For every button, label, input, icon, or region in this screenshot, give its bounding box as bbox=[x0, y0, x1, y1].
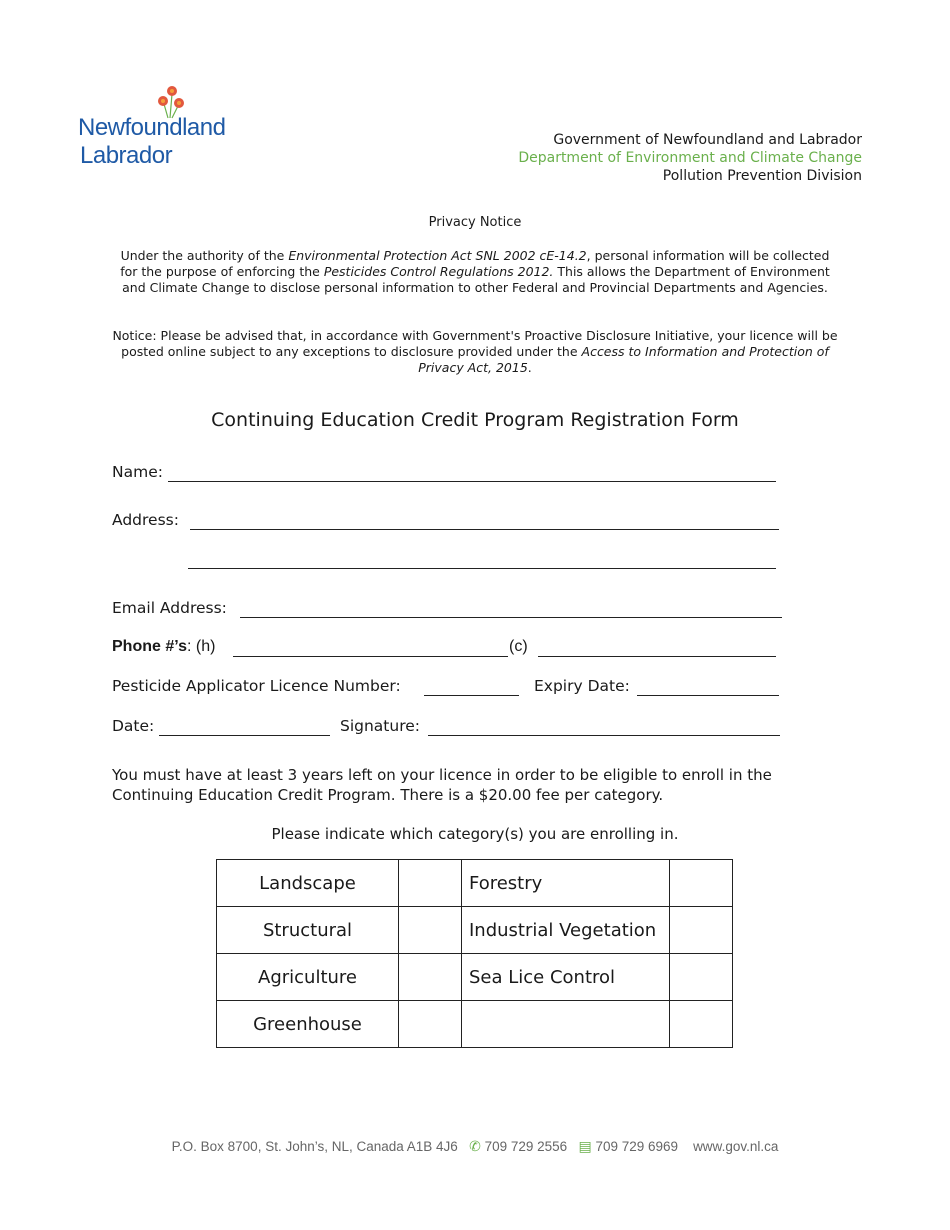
category-label: Sea Lice Control bbox=[462, 954, 670, 1001]
email-label: Email Address: bbox=[112, 599, 227, 617]
table-row bbox=[217, 860, 733, 907]
table-row bbox=[217, 954, 733, 1001]
licence-number-label: Pesticide Applicator Licence Number: bbox=[112, 677, 401, 695]
date-label: Date: bbox=[112, 717, 155, 735]
name-field[interactable] bbox=[168, 481, 776, 482]
phone-cell-field[interactable] bbox=[538, 656, 776, 657]
expiry-date-label: Expiry Date: bbox=[534, 677, 630, 695]
newfoundland-labrador-logo bbox=[78, 84, 253, 174]
category-instruction: Please indicate which category(s) you are enrolling in. bbox=[271, 825, 679, 843]
category-label: Landscape bbox=[217, 860, 399, 907]
division-name: Pollution Prevention Division bbox=[662, 168, 862, 184]
name-label: Name: bbox=[112, 463, 163, 481]
category-checkbox-agriculture[interactable] bbox=[399, 954, 462, 1001]
privacy-text: , personal information will be collected for the purpose of enforcing the bbox=[120, 248, 830, 279]
category-label-empty bbox=[462, 1001, 670, 1048]
date-field[interactable] bbox=[159, 735, 330, 736]
table-row bbox=[217, 907, 733, 954]
government-name: Government of Newfoundland and Labrador bbox=[553, 132, 862, 148]
category-checkbox-landscape[interactable] bbox=[399, 860, 462, 907]
email-field[interactable] bbox=[240, 617, 782, 618]
atipp-citation: Access to Information and Protection of Privacy Act, 2015 bbox=[418, 344, 829, 375]
category-label: Greenhouse bbox=[217, 1001, 399, 1048]
disclosure-text: Notice: Please be advised that, in accordance with Government's Proactive Disclosure Initiative, your licence will be posted online subject to any exceptions to disclosure provided under the bbox=[112, 328, 838, 359]
form-title: Continuing Education Credit Program Registration Form bbox=[211, 409, 739, 431]
footer-address: P.O. Box 8700, St. John’s, NL, Canada A1B 4J6 bbox=[171, 1139, 458, 1154]
footer-fax: 709 729 6969 bbox=[595, 1139, 679, 1154]
phone-home-label: : (h) bbox=[186, 638, 216, 655]
signature-label: Signature: bbox=[340, 717, 420, 735]
category-label: Structural bbox=[217, 907, 399, 954]
phone-home-field[interactable] bbox=[233, 656, 508, 657]
address-field-line-2[interactable] bbox=[188, 568, 776, 569]
phone-label: Phone #’s bbox=[112, 638, 187, 655]
disclosure-text: . bbox=[527, 360, 532, 375]
footer-website-link[interactable]: www.gov.nl.ca bbox=[693, 1139, 779, 1154]
privacy-notice-title: Privacy Notice bbox=[428, 215, 522, 230]
phone-label-row bbox=[112, 638, 215, 656]
disclosure-paragraph bbox=[110, 328, 840, 376]
footer-phone: 709 729 2556 bbox=[484, 1139, 568, 1154]
phone-icon: ✆ bbox=[469, 1138, 481, 1154]
category-checkbox-industrial-vegetation[interactable] bbox=[670, 907, 733, 954]
category-label: Forestry bbox=[462, 860, 670, 907]
privacy-text: Under the authority of the bbox=[120, 248, 289, 263]
footer-contact bbox=[0, 1138, 950, 1155]
category-checkbox-structural[interactable] bbox=[399, 907, 462, 954]
category-checkbox-empty bbox=[670, 1001, 733, 1048]
category-checkbox-greenhouse[interactable] bbox=[399, 1001, 462, 1048]
privacy-paragraph bbox=[110, 248, 840, 296]
address-field-line-1[interactable] bbox=[190, 529, 779, 530]
licence-number-field[interactable] bbox=[424, 695, 519, 696]
address-label: Address: bbox=[112, 511, 179, 529]
category-table bbox=[216, 859, 733, 1048]
category-checkbox-sea-lice-control[interactable] bbox=[670, 954, 733, 1001]
category-label: Industrial Vegetation bbox=[462, 907, 670, 954]
category-checkbox-forestry[interactable] bbox=[670, 860, 733, 907]
logo-text-labrador: Labrador bbox=[80, 142, 173, 169]
fax-icon: ▤ bbox=[578, 1138, 592, 1154]
expiry-date-field[interactable] bbox=[637, 695, 779, 696]
category-label: Agriculture bbox=[217, 954, 399, 1001]
eligibility-note: You must have at least 3 years left on your licence in order to be eligible to enroll in the Continuing Education Credit Program. There is a $20.00 fee per category. bbox=[112, 766, 772, 804]
act-citation: Environmental Protection Act SNL 2002 cE-14.2 bbox=[288, 248, 587, 263]
signature-field[interactable] bbox=[428, 735, 780, 736]
privacy-text: This allows the Department of Environment and Climate Change to disclose personal information to other Federal and Provincial Departments and Agencies. bbox=[122, 264, 830, 295]
department-name: Department of Environment and Climate Change bbox=[518, 150, 862, 166]
regulation-citation: Pesticides Control Regulations 2012. bbox=[323, 264, 554, 279]
phone-cell-label: (c) bbox=[509, 638, 528, 655]
organization-block bbox=[518, 131, 862, 185]
table-row bbox=[217, 1001, 733, 1048]
logo-text-newfoundland: Newfoundland bbox=[78, 114, 226, 141]
